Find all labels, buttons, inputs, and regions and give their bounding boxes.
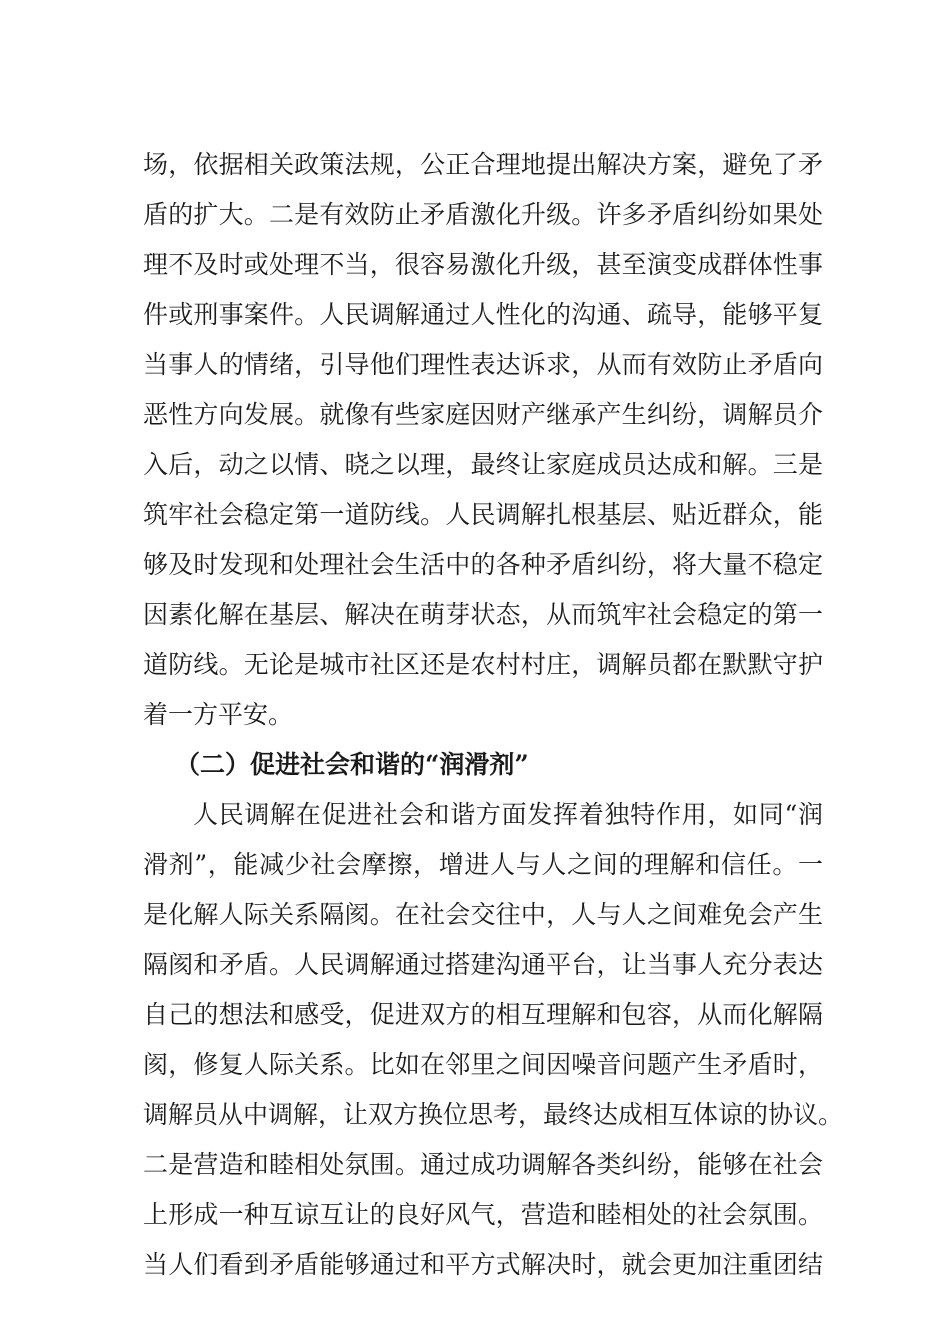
body-text-line: 理不及时或处理不当，很容易激化升级，甚至演变成群体性事	[143, 250, 823, 279]
body-text-line: 上形成一种互谅互让的良好风气，营造和睦相处的社会氛围。	[143, 1200, 823, 1229]
body-text-line: 入后，动之以情、晓之以理，最终让家庭成员达成和解。三是	[143, 450, 823, 479]
body-text-line: 滑剂”，能减少社会摩擦，增进人与人之间的理解和信任。一	[143, 850, 823, 879]
body-text-line: 道防线。无论是城市社区还是农村村庄，调解员都在默默守护	[143, 650, 823, 679]
body-text-line: 调解员从中调解，让双方换位思考，最终达成相互体谅的协议。	[143, 1100, 844, 1129]
body-text-line: 恶性方向发展。就像有些家庭因财产继承产生纠纷，调解员介	[143, 400, 823, 429]
body-text-line: 自己的想法和感受，促进双方的相互理解和包容，从而化解隔	[143, 1000, 823, 1029]
paragraph-first-line: 人民调解在促进社会和谐方面发挥着独特作用，如同“润	[193, 800, 823, 829]
body-text-line: 盾的扩大。二是有效防止矛盾激化升级。许多矛盾纠纷如果处	[143, 200, 823, 229]
body-text-line: 当事人的情绪，引导他们理性表达诉求，从而有效防止矛盾向	[143, 350, 823, 379]
body-text-line: 件或刑事案件。人民调解通过人性化的沟通、疏导，能够平复	[143, 300, 823, 329]
body-text-line: 着一方平安。	[143, 700, 294, 729]
body-text-line: 筑牢社会稳定第一道防线。人民调解扎根基层、贴近群众，能	[143, 500, 823, 529]
body-text-line: 够及时发现和处理社会生活中的各种矛盾纠纷，将大量不稳定	[143, 550, 823, 579]
body-text-line: 场，依据相关政策法规，公正合理地提出解决方案，避免了矛	[143, 150, 823, 179]
section-heading: （二）促进社会和谐的“润滑剂”	[175, 750, 529, 779]
body-text-line: 隔阂和矛盾。人民调解通过搭建沟通平台，让当事人充分表达	[143, 950, 823, 979]
body-text-line: 阂，修复人际关系。比如在邻里之间因噪音问题产生矛盾时，	[143, 1050, 823, 1079]
body-text-line: 当人们看到矛盾能够通过和平方式解决时，就会更加注重团结	[143, 1250, 823, 1279]
body-text-line: 因素化解在基层、解决在萌芽状态，从而筑牢社会稳定的第一	[143, 600, 823, 629]
body-text-line: 二是营造和睦相处氛围。通过成功调解各类纠纷，能够在社会	[143, 1150, 823, 1179]
body-text-line: 是化解人际关系隔阂。在社会交往中，人与人之间难免会产生	[143, 900, 823, 929]
